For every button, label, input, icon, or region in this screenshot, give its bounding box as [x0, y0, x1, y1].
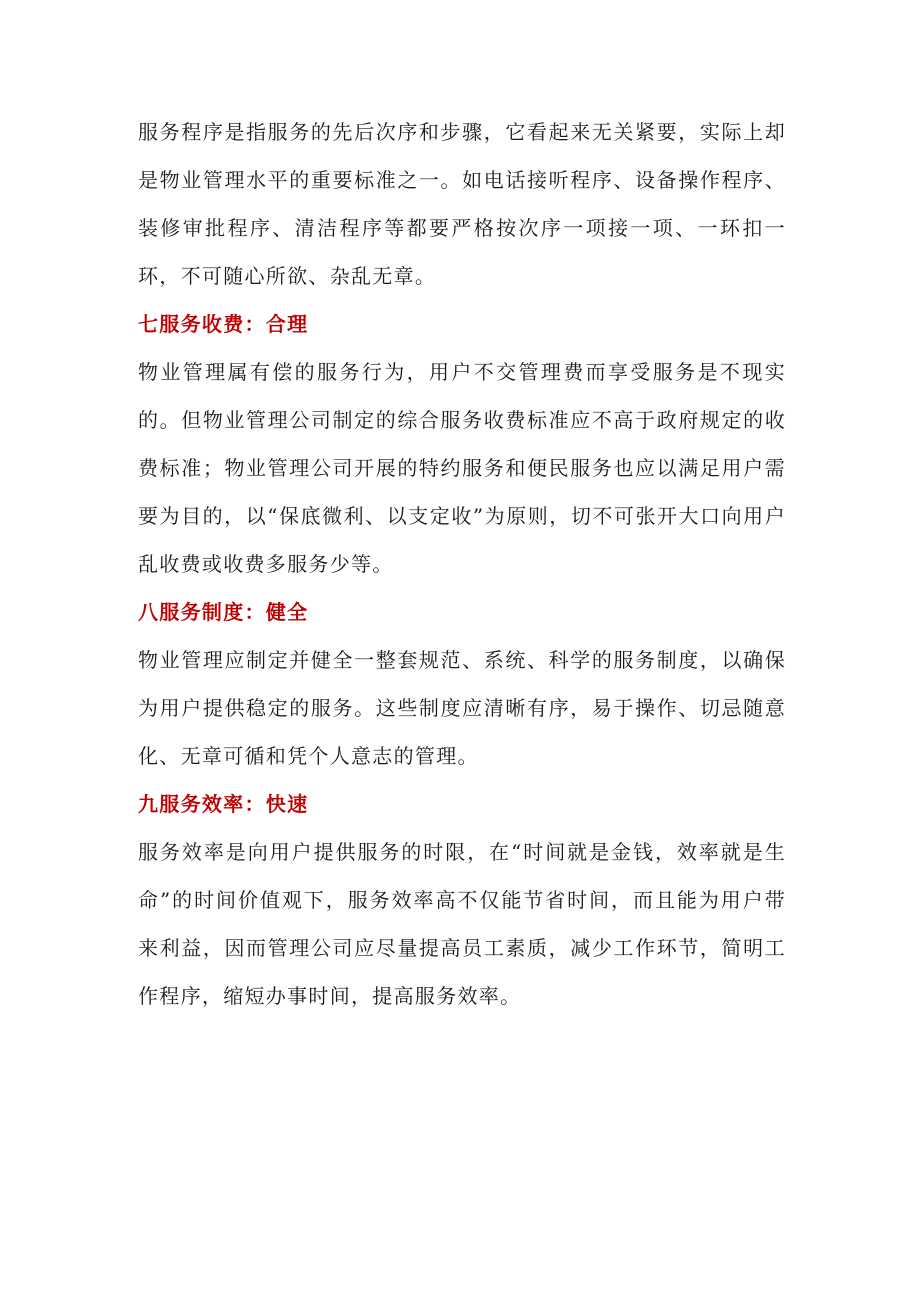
document-body [138, 108, 786, 1020]
section-paragraph-system: 物业管理应制定并健全一整套规范、系统、科学的服务制度，以确保为用户提供稳定的服务。这些制度应清晰有序，易于操作、切忌随意化、无章可循和凭个人意志的管理。 [138, 648, 786, 768]
section-paragraph-fee: 物业管理属有偿的服务行为，用户不交管理费而享受服务是不现实的。但物业管理公司制定的综合服务收费标准应不高于政府规定的收费标准；物业管理公司开展的特约服务和便民服务也应以满足用户需要为目的，以“保底微利、以支定收”为原则，切不可张开大口向用户乱收费或收费多服务少等。 [138, 360, 786, 576]
section-paragraph-efficiency: 服务效率是向用户提供服务的时限，在“时间就是金钱，效率就是生命”的时间价值观下，服务效率高不仅能节省时间，而且能为用户带来利益，因而管理公司应尽量提高员工素质，减少工作环节，简明工作程序，缩短办事时间，提高服务效率。 [138, 840, 786, 1008]
section-heading-efficiency: 九服务效率：快速 [138, 792, 309, 816]
section-heading-system: 八服务制度：健全 [138, 600, 309, 624]
intro-paragraph: 服务程序是指服务的先后次序和步骤，它看起来无关紧要，实际上却是物业管理水平的重要标准之一。如电话接听程序、设备操作程序、装修审批程序、清洁程序等都要严格按次序一项接一项、一环扣一环，不可随心所欲、杂乱无章。 [138, 120, 786, 288]
section-heading-fee: 七服务收费：合理 [138, 312, 309, 336]
